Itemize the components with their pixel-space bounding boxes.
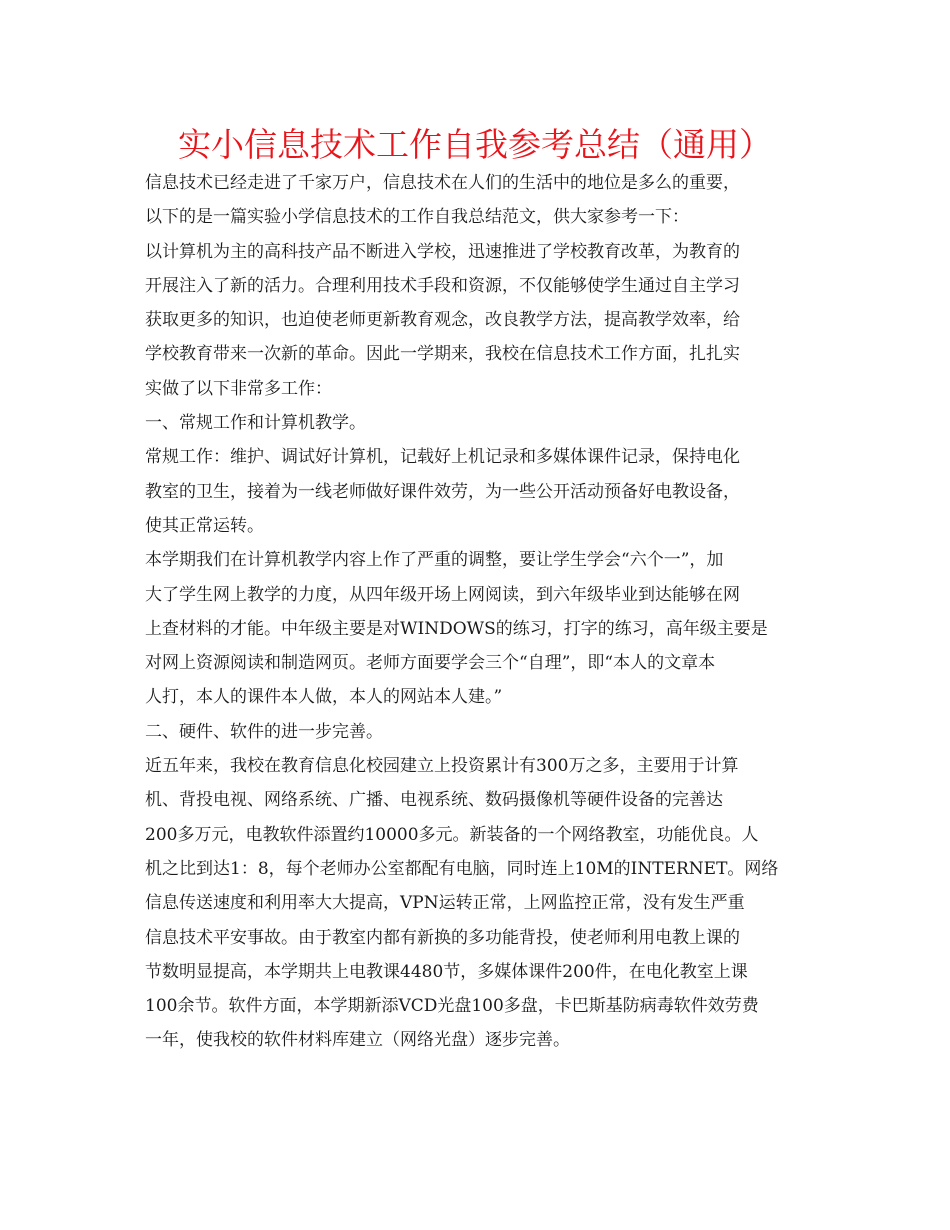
body-text-line: 近五年来，我校在教育信息化校园建立上投资累计有300万之多，主要用于计算	[145, 756, 739, 777]
body-text-line: 100余节。软件方面，本学期新添VCD光盘100多盘，卡巴斯基防病毒软件效劳费	[145, 996, 759, 1017]
body-text-line: 一年，使我校的软件材料库建立（网络光盘）逐步完善。	[145, 1030, 570, 1051]
body-text-line: 上查材料的才能。中年级主要是对WINDOWS的练习，打字的练习，高年级主要是	[145, 618, 768, 639]
body-text-line: 开展注入了新的活力。合理利用技术手段和资源，不仅能够使学生通过自主学习	[145, 275, 740, 296]
document-title: 实小信息技术工作自我参考总结（通用）	[178, 125, 772, 164]
body-text-line: 学校教育带来一次新的革命。因此一学期来，我校在信息技术工作方面，扎扎实	[145, 344, 740, 365]
body-text-line: 200多万元，电教软件添置约10000多元。新装备的一个网络教室，功能优良。人	[145, 824, 759, 845]
body-text-line: 获取更多的知识，也迫使老师更新教育观念，改良教学方法，提高教学效率，给	[145, 310, 740, 331]
body-text-line: 二、硬件、软件的进一步完善。	[145, 721, 383, 742]
body-text-line: 信息技术已经走进了千家万户，信息技术在人们的生活中的地位是多么的重要，	[145, 173, 740, 193]
body-text-line: 信息传送速度和利用率大大提高，VPN运转正常，上网监控正常，没有发生严重	[145, 893, 745, 914]
body-text-line: 大了学生网上教学的力度，从四年级开场上网阅读，到六年级毕业到达能够在网	[145, 584, 740, 605]
body-text-line: 对网上资源阅读和制造网页。老师方面要学会三个“自理”，即“本人的文章本	[145, 653, 716, 674]
body-text-line: 信息技术平安事故。由于教室内都有新换的多功能背投，使老师利用电教上课的	[145, 927, 740, 948]
body-text-line: 本学期我们在计算机教学内容上作了严重的调整，要让学生学会“六个一”，加	[145, 550, 724, 571]
body-text-line: 以计算机为主的高科技产品不断进入学校，迅速推进了学校教育改革，为教育的	[145, 241, 740, 262]
body-text-line: 人打，本人的课件本人做，本人的网站本人建。”	[145, 687, 503, 708]
body-text-line: 一、常规工作和计算机教学。	[145, 413, 366, 434]
body-text-line: 实做了以下非常多工作：	[145, 378, 332, 399]
body-text-line: 以下的是一篇实验小学信息技术的工作自我总结范文，供大家参考一下：	[145, 207, 689, 228]
body-text-line: 常规工作：维护、调试好计算机，记载好上机记录和多媒体课件记录，保持电化	[145, 447, 740, 468]
body-text-line: 使其正常运转。	[145, 515, 264, 536]
document-body	[145, 166, 815, 1058]
body-text-line: 教室的卫生，接着为一线老师做好课件效劳，为一些公开活动预备好电教设备，	[145, 481, 740, 502]
body-text-line: 机之比到达1：8，每个老师办公室都配有电脑，同时连上10M的INTERNET。网络	[145, 858, 779, 879]
body-text-line: 节数明显提高，本学期共上电教课4480节，多媒体课件200件，在电化教室上课	[145, 961, 748, 982]
body-text-line: 机、背投电视、网络系统、广播、电视系统、数码摄像机等硬件设备的完善达	[145, 790, 723, 811]
